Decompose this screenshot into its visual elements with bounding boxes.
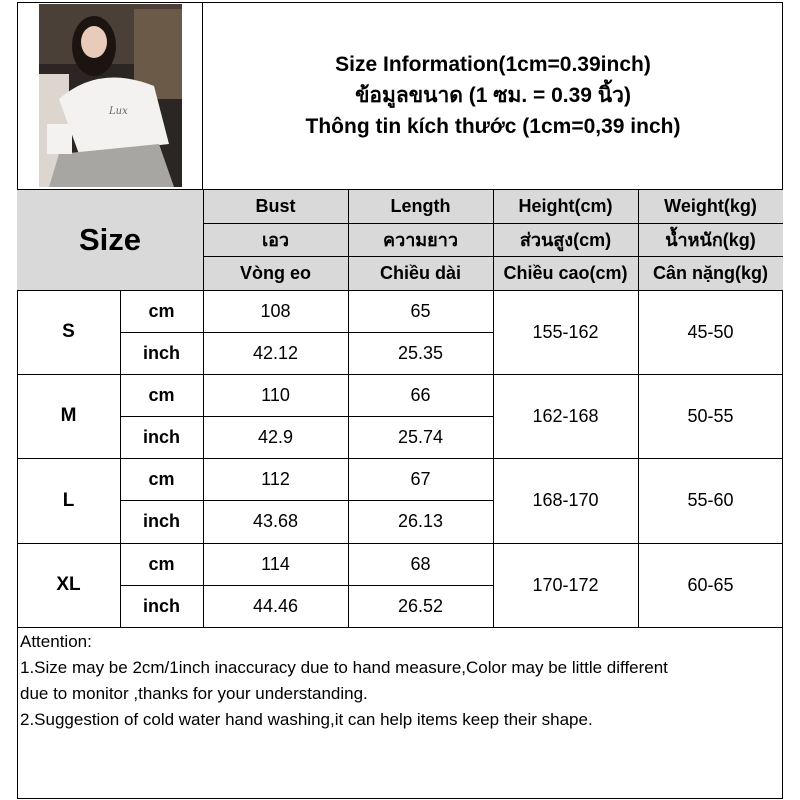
grid-line bbox=[17, 290, 783, 291]
bust-cm: 110 bbox=[261, 384, 290, 405]
note-line-2: due to monitor ,thanks for your understanding. bbox=[20, 684, 368, 703]
weight-range: 60-65 bbox=[687, 574, 734, 595]
length-cm: 66 bbox=[410, 384, 431, 405]
grid-line bbox=[17, 374, 783, 375]
length-cm: 67 bbox=[410, 468, 431, 489]
size-label: L bbox=[62, 489, 75, 511]
bust-cm: 114 bbox=[261, 553, 290, 574]
weight-range: 45-50 bbox=[687, 321, 734, 342]
grid-line bbox=[17, 189, 783, 190]
height-range: 155-162 bbox=[532, 321, 599, 342]
grid-line bbox=[638, 189, 639, 290]
grid-line bbox=[348, 290, 349, 627]
column-header-en: Bust bbox=[255, 195, 296, 216]
grid-line bbox=[203, 290, 204, 627]
unit-cm: cm bbox=[148, 384, 175, 405]
size-label: M bbox=[60, 405, 77, 426]
column-header-th: น้ำหนัก(kg) bbox=[665, 230, 756, 250]
grid-line bbox=[120, 290, 121, 627]
grid-line bbox=[120, 500, 493, 501]
unit-inch: inch bbox=[142, 426, 180, 447]
column-header-vi: Chiều cao(cm) bbox=[503, 262, 628, 283]
bust-inch: 43.68 bbox=[252, 511, 299, 531]
weight-range: 50-55 bbox=[687, 405, 734, 426]
title-vietnamese: Thông tin kích thước (1cm=0,39 inch) bbox=[305, 114, 681, 138]
length-cm: 65 bbox=[410, 300, 431, 321]
column-header-vi: Chiều dài bbox=[379, 262, 461, 283]
column-header-vi: Cân nặng(kg) bbox=[653, 262, 768, 283]
column-header-en: Length bbox=[390, 195, 451, 216]
grid-line bbox=[17, 627, 783, 628]
grid-line bbox=[17, 458, 783, 459]
unit-cm: cm bbox=[148, 468, 175, 489]
length-cm: 68 bbox=[410, 553, 431, 574]
bust-inch: 42.12 bbox=[252, 342, 299, 363]
grid-line bbox=[638, 290, 639, 627]
length-inch: 26.13 bbox=[397, 511, 444, 531]
note-heading: Attention: bbox=[20, 632, 92, 651]
title-block bbox=[203, 40, 783, 150]
height-range: 162-168 bbox=[532, 405, 599, 426]
grid-line bbox=[493, 189, 494, 290]
unit-cm: cm bbox=[148, 553, 175, 574]
height-range: 170-172 bbox=[532, 574, 599, 595]
grid-line bbox=[17, 543, 783, 544]
size-label: S bbox=[62, 321, 75, 342]
column-header-th: เอว bbox=[261, 230, 290, 250]
column-header-vi: Vòng eo bbox=[240, 262, 311, 283]
length-inch: 25.74 bbox=[397, 426, 444, 447]
column-header-th: ส่วนสูง(cm) bbox=[519, 230, 612, 250]
grid-line bbox=[203, 189, 204, 290]
grid-line bbox=[493, 290, 494, 627]
unit-inch: inch bbox=[142, 511, 180, 531]
column-header-en: Height(cm) bbox=[518, 195, 613, 216]
height-range: 168-170 bbox=[532, 490, 599, 510]
column-header-en: Weight(kg) bbox=[664, 195, 757, 216]
bust-cm: 112 bbox=[261, 468, 290, 489]
size-label: XL bbox=[56, 574, 81, 595]
grid-line bbox=[120, 416, 493, 417]
bust-cm: 108 bbox=[260, 300, 291, 321]
length-inch: 25.35 bbox=[397, 342, 444, 363]
unit-inch: inch bbox=[142, 595, 180, 616]
unit-cm: cm bbox=[148, 300, 175, 321]
size-header: Size bbox=[78, 221, 142, 257]
grid-line bbox=[348, 189, 349, 290]
unit-inch: inch bbox=[142, 342, 180, 363]
note-line-3: 2.Suggestion of cold water hand washing,it can help items keep their shape. bbox=[20, 710, 593, 729]
grid-line bbox=[120, 332, 493, 333]
bust-inch: 42.9 bbox=[257, 426, 294, 447]
attention-notes bbox=[20, 629, 780, 733]
grid-line bbox=[120, 585, 493, 586]
note-line-1: 1.Size may be 2cm/1inch inaccuracy due to hand measure,Color may be little different bbox=[20, 658, 668, 677]
bust-inch: 44.46 bbox=[252, 595, 299, 616]
svg-text:Lux: Lux bbox=[109, 106, 128, 117]
title-english: Size Information(1cm=0.39inch) bbox=[335, 52, 651, 76]
title-thai: ข้อมูลขนาด (1 ซม. = 0.39 นิ้ว) bbox=[355, 83, 631, 107]
model-photo-illustration bbox=[39, 4, 182, 187]
length-inch: 26.52 bbox=[397, 595, 444, 616]
weight-range: 55-60 bbox=[687, 490, 734, 510]
product-photo bbox=[39, 4, 182, 187]
column-header-th: ความยาว bbox=[383, 230, 458, 250]
